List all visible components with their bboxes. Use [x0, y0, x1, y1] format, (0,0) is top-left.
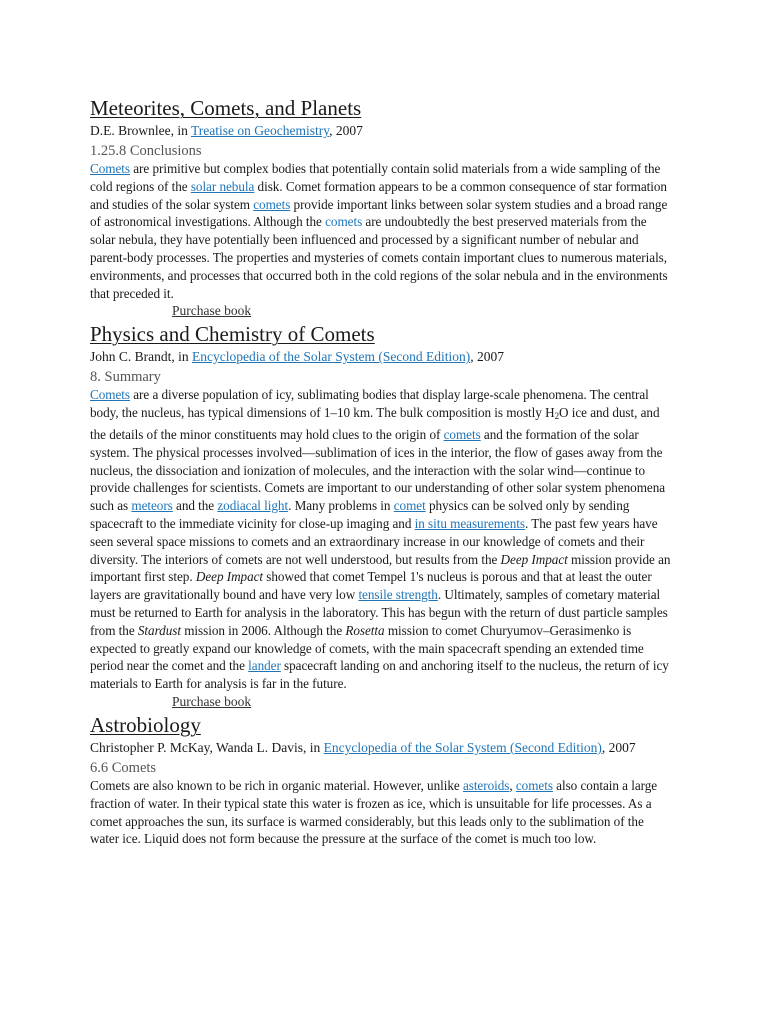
abstract-text: [90, 160, 675, 302]
year: , 2007: [601, 739, 636, 755]
term-link[interactable]: comets: [253, 196, 291, 212]
byline: [90, 348, 675, 366]
term-link[interactable]: comets: [443, 426, 481, 442]
section-heading: 6.6 Comets: [90, 759, 157, 776]
text-run: spacecraft landing on and anchoring itself to the nucleus, the return of icy materials to Earth for analysis is far in the future.: [90, 658, 669, 692]
byline: [90, 739, 675, 757]
term-link[interactable]: comet: [393, 498, 426, 514]
text-run: showed that comet Tempel 1's nucleus is porous and that at least the outer layers are gravitationally bound and have very low: [90, 569, 652, 603]
italic-term: Deep Impact: [195, 569, 264, 585]
text-run: . The past few years have seen several space missions to comets and an extraordinary increase in our knowledge of comets and their diversity. The interiors of comets are not well understood, but results from the: [90, 515, 658, 567]
text-run: . Ultimately, samples of cometary material must be returned to Earth for analysis in the laboratory. This has begun with the return of dust particle samples from the: [90, 587, 668, 638]
purchase-book-link[interactable]: Purchase book: [172, 303, 252, 319]
subscript: 2: [554, 411, 560, 422]
source-link[interactable]: Encyclopedia of the Solar System (Second Edition): [323, 739, 602, 755]
text-run: mission provide an important first step.: [90, 551, 671, 585]
byline: [90, 122, 675, 140]
text-run: Comets are also known to be rich in organic material. However, unlike: [90, 777, 463, 793]
term-link-plain[interactable]: comets: [325, 214, 363, 230]
entry-title[interactable]: Astrobiology: [90, 712, 201, 737]
text-run: provide important links between solar system studies and a broad range of astronomical investigations. Although the: [90, 196, 668, 230]
author: John C. Brandt, in: [90, 349, 193, 365]
term-link[interactable]: comets: [515, 777, 553, 793]
entry-title[interactable]: Physics and Chemistry of Comets: [90, 322, 375, 347]
term-link[interactable]: tensile strength: [358, 587, 438, 603]
term-link[interactable]: in situ measurements: [414, 515, 525, 531]
abstract-text: [90, 777, 675, 848]
text-run: are primitive but complex bodies that potentially contain solid materials from a wide sampling of the cold regions of the: [90, 161, 661, 194]
section-heading: 1.25.8 Conclusions: [90, 143, 202, 159]
term-link[interactable]: meteors: [131, 498, 173, 514]
results-list: [90, 96, 675, 848]
text-run: mission to comet Churyumov–Gerasimenko is expected to greatly expand our knowledge of comets, with the main spacecraft spending an extended time period near the comet and the: [90, 622, 644, 674]
term-link[interactable]: solar nebula: [190, 178, 255, 194]
italic-term: Stardust: [137, 622, 181, 638]
purchase-book-link[interactable]: Purchase book: [172, 693, 252, 709]
text-run: O ice and dust, and the details of the minor constituents may hold clues to the origin of: [90, 405, 660, 442]
source-link[interactable]: Treatise on Geochemistry: [191, 123, 330, 138]
text-run: ,: [509, 777, 516, 793]
result-entry: [90, 713, 675, 848]
term-link[interactable]: Comets: [90, 387, 130, 403]
text-run: and the: [172, 498, 218, 514]
text-run: are undoubtedly the best preserved materials from the solar nebula, they have potentially been influenced and processed by a significant number of nebular and parent-body processes. The properties and mysteries of comets contain important clues to numerous materials, environments, and processes that occurred both in the cold regions of the solar nebula and in the environments that preceded it.: [90, 214, 668, 301]
result-entry: [90, 322, 675, 711]
italic-term: Rosetta: [345, 622, 385, 638]
text-run: mission in 2006. Although the: [180, 622, 346, 638]
term-link[interactable]: zodiacal light: [217, 498, 289, 514]
year: , 2007: [470, 349, 504, 365]
text-run: physics can be solved only by sending spacecraft to the immediate vicinity for close-up imaging and: [90, 498, 630, 531]
entry-title[interactable]: Meteorites, Comets, and Planets: [90, 96, 362, 120]
source-link[interactable]: Encyclopedia of the Solar System (Second Edition): [192, 349, 471, 365]
section-heading: 8. Summary: [90, 369, 161, 386]
term-link[interactable]: lander: [248, 658, 281, 674]
author: D.E. Brownlee, in: [90, 123, 191, 138]
abstract-text: [90, 386, 675, 693]
text-run: . Many problems in: [288, 498, 394, 514]
text-run: disk. Comet formation appears to be a common consequence of star formation and studies of the solar system: [90, 178, 667, 212]
text-run: also contain a large fraction of water. In their typical state this water is frozen as ice, which is unsuitable for life processes. As a comet approaches the sun, its surface is warmed considerably, but this leads only to the sublimation of the water ice. Liquid does not form because the pressure at the surface of the comet is much too low.: [90, 777, 658, 847]
text-run: and the formation of the solar system. The physical processes involved—sublimation of ices in the interior, the flow of gases away from the nucleus, the dissociation and ionization of molecules, and the interaction with the solar wind—continue to provide challenges for scientists. Comets are important to our understanding of other solar system phenomena such as: [90, 426, 666, 514]
term-link[interactable]: Comets: [90, 161, 130, 176]
year: , 2007: [329, 123, 363, 138]
text-run: are a diverse population of icy, sublimating bodies that display large-scale phenomena. The central body, the nucleus, has typical dimensions of 1–10 km. The bulk composition is mostly H: [90, 387, 649, 421]
italic-term: Deep Impact: [500, 551, 568, 567]
author: Christopher P. McKay, Wanda L. Davis, in: [90, 739, 324, 755]
result-entry: [90, 96, 675, 320]
term-link[interactable]: asteroids: [462, 777, 510, 793]
